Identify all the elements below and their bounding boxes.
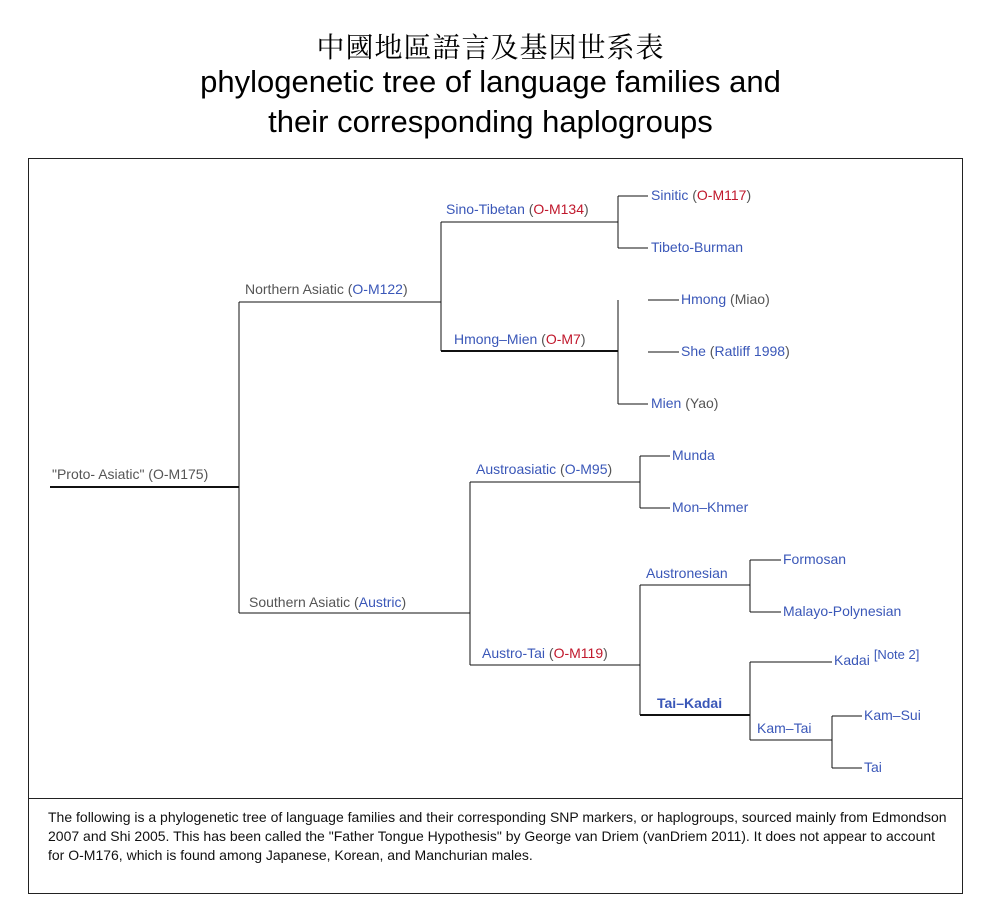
node-name: Austro-Tai	[482, 645, 546, 661]
node-tai	[864, 759, 882, 775]
paren-close: )	[402, 281, 408, 297]
node-name: Hmong	[681, 291, 727, 307]
haplogroup-label: Yao	[689, 395, 714, 411]
node-monkhmer	[672, 499, 748, 515]
paren-open: (	[681, 395, 690, 411]
paren-close: )	[765, 291, 770, 307]
node-malayo	[783, 603, 901, 619]
paren-open: (	[705, 343, 715, 359]
paren-close: )	[746, 187, 752, 203]
title-english-line2: their corresponding haplogroups	[268, 104, 713, 139]
paren-close: )	[203, 466, 209, 482]
node-taikadai	[657, 695, 722, 711]
node-name: Austroasiatic	[476, 461, 557, 477]
node-name: Tibeto-Burman	[651, 239, 744, 255]
haplogroup-label: O-M7	[545, 331, 581, 347]
node-name: Kadai	[834, 652, 870, 668]
node-name: Sinitic	[651, 187, 689, 203]
paren-open: (	[524, 201, 534, 217]
haplogroup-label: O-M95	[564, 461, 608, 477]
node-name: Mien	[651, 395, 682, 411]
node-austrotai	[482, 645, 608, 661]
node-hmongmien	[454, 331, 586, 347]
paren-open: (	[726, 291, 735, 307]
paren-close: )	[603, 645, 608, 661]
caption-text: The following is a phylogenetic tree of language families and their corresponding SNP markers, or haplogroups, sourced mainly from Edmondson 2007 and Shi 2005. This has been called the "Father Tongue Hypothesis" by George van Driem (vanDriem 2011). It does not appear to account for O-M176, which is found among Japanese, Korean, and Manchurian males.	[48, 809, 947, 863]
node-she	[681, 343, 790, 359]
haplogroup-label: Austric	[358, 594, 402, 610]
paren-open: (	[350, 594, 359, 610]
paren-open: (	[545, 645, 554, 661]
paren-open: (	[556, 461, 565, 477]
node-kamtai	[757, 720, 811, 736]
paren-close: )	[713, 395, 719, 411]
title-chinese: 中國地區語言及基因世系表	[316, 31, 665, 64]
node-name: She	[681, 343, 706, 359]
paren-close: )	[584, 201, 589, 217]
node-name: Mon–Khmer	[672, 499, 749, 515]
paren-open: (	[343, 281, 353, 297]
node-name: Austronesian	[646, 565, 728, 581]
node-munda	[672, 447, 715, 463]
node-name: Hmong–Mien	[454, 331, 538, 347]
haplogroup-label: O-M122	[352, 281, 403, 297]
node-kadai	[834, 647, 920, 669]
node-name: "Proto- Asiatic"	[52, 466, 145, 482]
node-northern	[245, 281, 408, 297]
haplogroup-label: O-M134	[533, 201, 584, 217]
note-link[interactable]: [Note 2]	[873, 647, 920, 662]
node-tibetoburman	[651, 239, 743, 255]
haplogroup-label: O-M119	[553, 645, 604, 661]
node-sino	[446, 201, 589, 217]
node-proto	[52, 466, 208, 482]
node-name: Kam–Tai	[757, 720, 812, 736]
haplogroup-label: O-M175	[152, 466, 204, 482]
paren-open: (	[144, 466, 153, 482]
paren-open: (	[688, 187, 697, 203]
paren-open: (	[537, 331, 546, 347]
node-mien	[651, 395, 718, 411]
node-sinitic	[651, 187, 751, 203]
paren-close: )	[401, 594, 407, 610]
node-name: Tai	[864, 759, 882, 775]
node-name: Munda	[672, 447, 715, 463]
node-hmong	[681, 291, 770, 307]
node-name: Sino-Tibetan	[446, 201, 525, 217]
paren-close: )	[580, 331, 586, 347]
paren-close: )	[607, 461, 613, 477]
node-name: Northern Asiatic	[245, 281, 344, 297]
node-name: Southern Asiatic	[249, 594, 351, 610]
title-english-line1: phylogenetic tree of language families and	[200, 64, 781, 99]
node-formosan	[783, 551, 846, 567]
node-austroasiatic	[476, 461, 612, 477]
paren-close: )	[785, 343, 790, 359]
haplogroup-label: O-M117	[696, 187, 747, 203]
node-southern	[249, 594, 406, 610]
haplogroup-label: Miao	[734, 291, 766, 307]
node-name: Malayo-Polynesian	[783, 603, 902, 619]
node-kamsui	[864, 707, 921, 723]
haplogroup-label: Ratliff 1998	[714, 343, 786, 359]
node-name: Formosan	[783, 551, 847, 567]
node-austronesian	[646, 565, 728, 581]
node-name: Tai–Kadai	[657, 695, 723, 711]
node-name: Kam–Sui	[864, 707, 921, 723]
